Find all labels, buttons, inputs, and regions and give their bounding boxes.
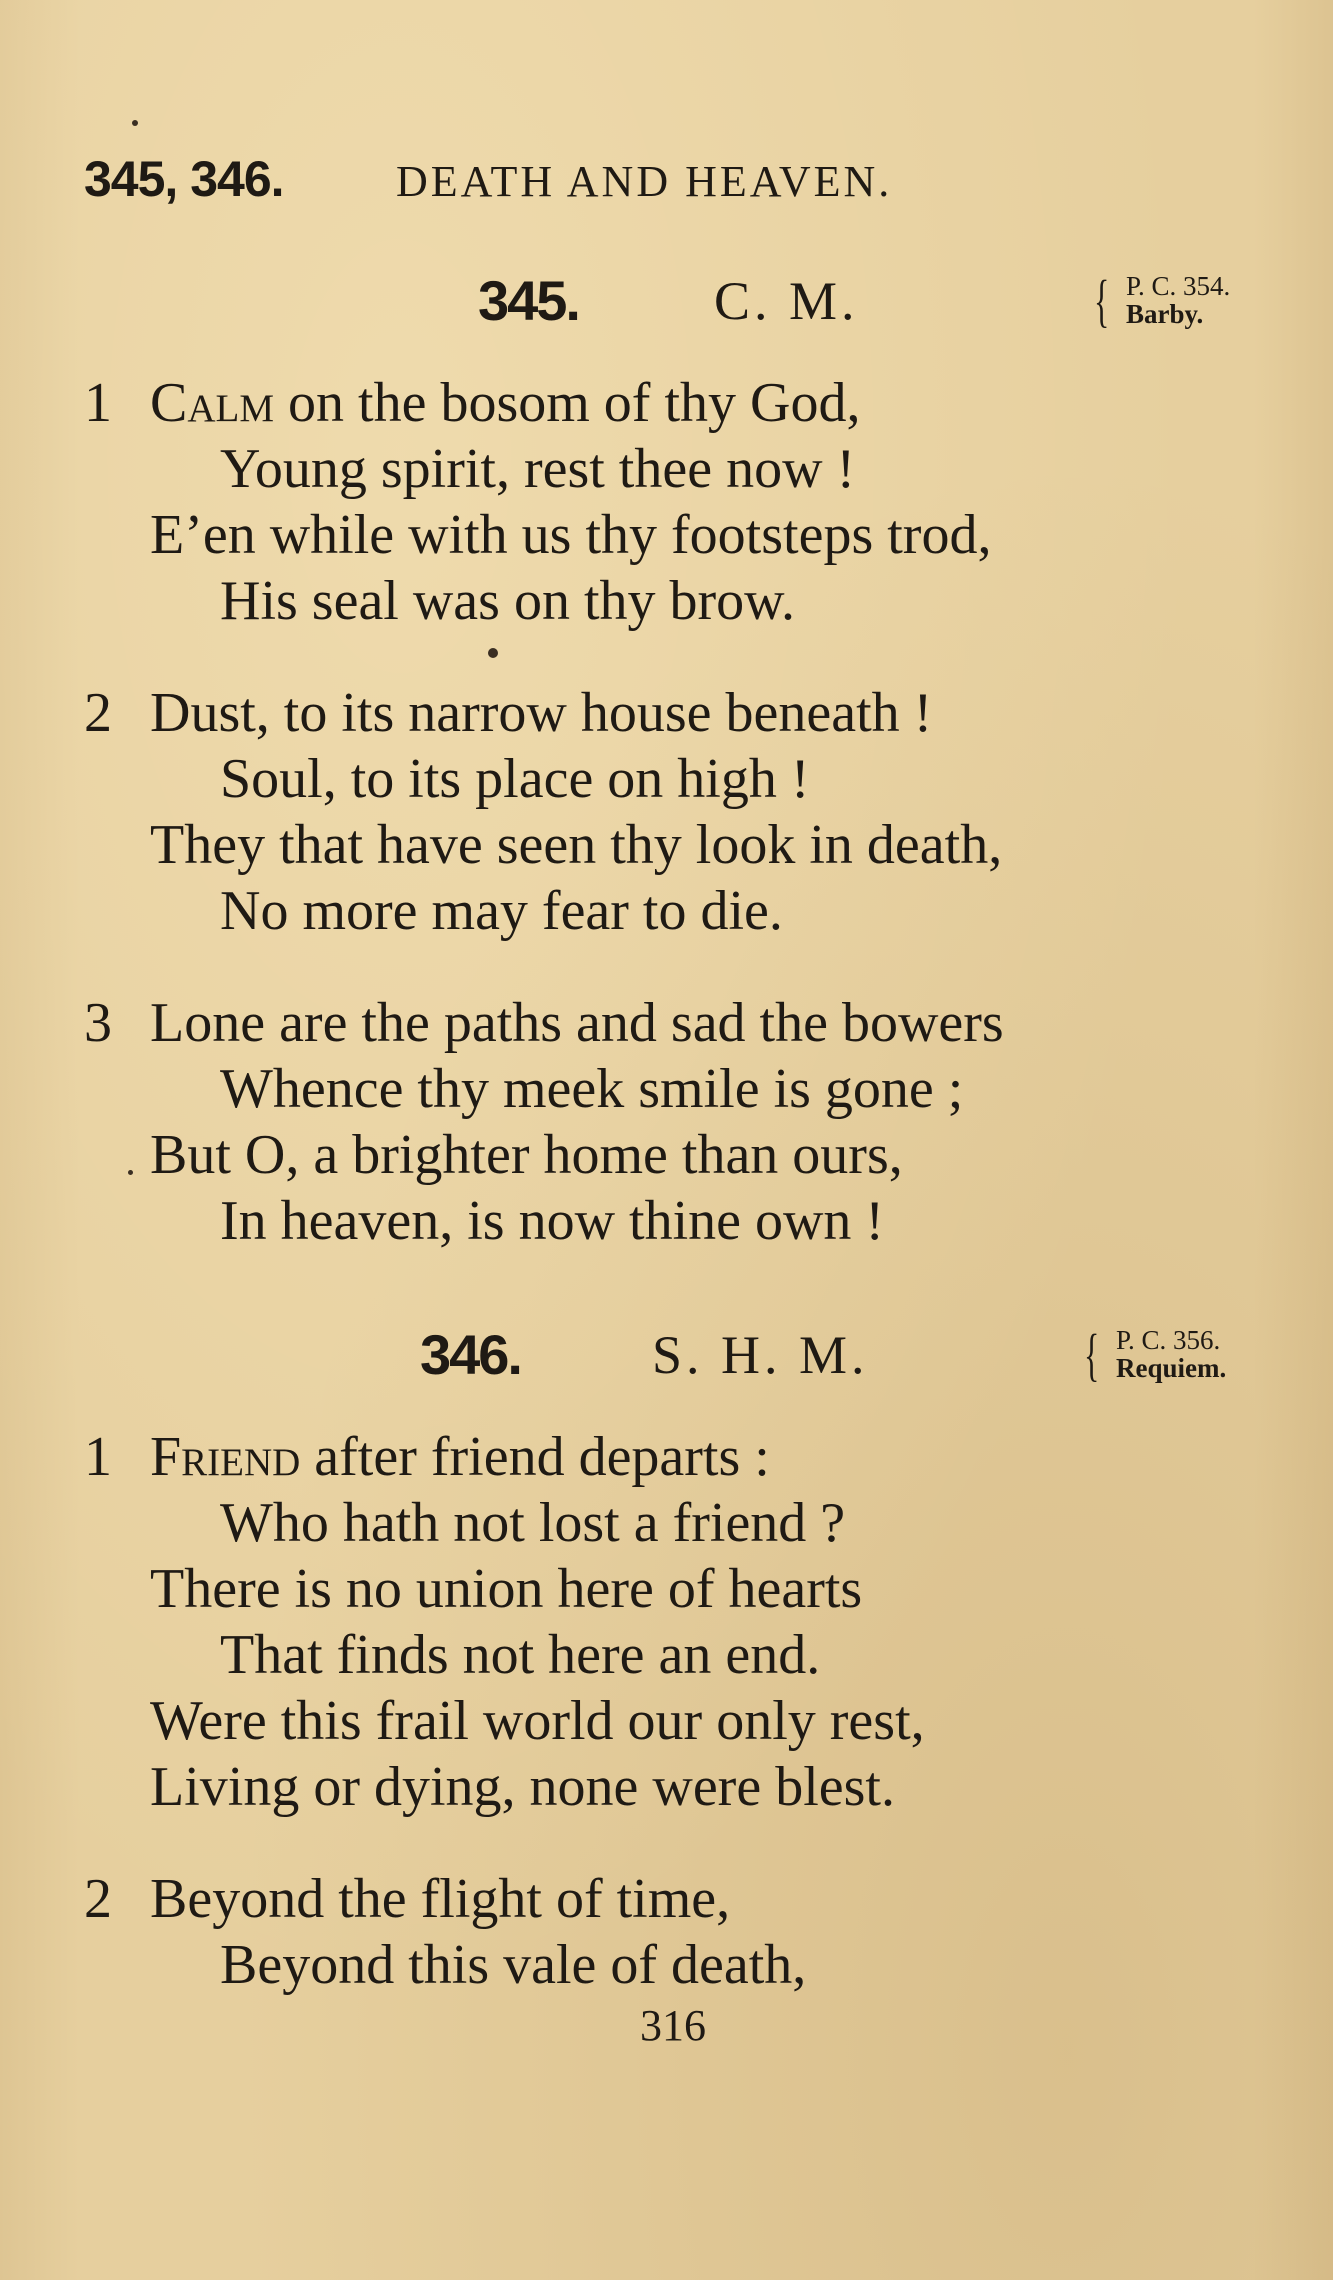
verse-line: That finds not here an end.	[220, 1624, 821, 1686]
brace-icon: {	[1094, 268, 1110, 333]
hymn-345-header	[0, 268, 1333, 348]
verse-line: There is no union here of hearts	[150, 1558, 863, 1620]
verse-line-rest: after friend departs :	[300, 1426, 770, 1488]
verse-line: Were this frail world our only rest,	[150, 1690, 925, 1752]
verse-line: Whence thy meek smile is gone ;	[220, 1058, 964, 1120]
verse-number: 3	[84, 992, 112, 1054]
hymn-346-header	[0, 1322, 1333, 1402]
hymn-number: 346.	[420, 1323, 521, 1386]
verse-initial-word: Calm	[150, 372, 275, 434]
verse-line	[150, 370, 860, 436]
print-speck	[488, 648, 498, 658]
verse-line: Soul, to its place on high !	[220, 748, 810, 810]
verse-line: Lone are the paths and sad the bowers	[150, 992, 1004, 1054]
tune-reference	[1116, 1326, 1226, 1382]
running-head	[84, 150, 1264, 214]
verse-line-rest: on the bosom of thy God,	[274, 372, 861, 434]
verse-initial-word: Friend	[150, 1426, 301, 1488]
running-head-hymn-numbers: 345, 346.	[84, 151, 284, 207]
verse-line: Dust, to its narrow house beneath !	[150, 682, 933, 744]
verse-line	[150, 1424, 770, 1490]
verse-line: Living or dying, none were blest.	[150, 1756, 895, 1818]
verse-line: Beyond the flight of time,	[150, 1868, 731, 1930]
hymn-number: 345.	[478, 269, 579, 332]
print-speck	[132, 120, 138, 126]
verse-number: 1	[84, 372, 112, 434]
verse-line: But O, a brighter home than ours,	[150, 1124, 903, 1186]
verse-number: 2	[84, 1868, 112, 1930]
hymn-meter: S. H. M.	[652, 1325, 869, 1385]
verse-number: 2	[84, 682, 112, 744]
tune-page-reference: P. C. 354.	[1126, 271, 1231, 301]
tune-reference	[1126, 272, 1230, 328]
verse-line: No more may fear to die.	[220, 880, 783, 942]
verse-line: Who hath not lost a friend ?	[220, 1492, 846, 1554]
verse-number: 1	[84, 1426, 112, 1488]
verse-line: They that have seen thy look in death,	[150, 814, 1003, 876]
running-head-title: DEATH AND HEAVEN.	[396, 157, 893, 206]
print-speck	[128, 1170, 133, 1175]
page-number: 316	[640, 2001, 706, 2050]
verse-line: Young spirit, rest thee now !	[220, 438, 856, 500]
verse-line: Beyond this vale of death,	[220, 1934, 807, 1996]
tune-name: Barby.	[1126, 299, 1204, 329]
verse-line: His seal was on thy brow.	[220, 570, 795, 632]
tune-page-reference: P. C. 356.	[1116, 1325, 1221, 1355]
hymn-meter: C. M.	[714, 271, 859, 331]
verse-line: In heaven, is now thine own !	[220, 1190, 885, 1252]
tune-name: Requiem.	[1116, 1353, 1227, 1383]
verse-line: E’en while with us thy footsteps trod,	[150, 504, 992, 566]
brace-icon: {	[1084, 1322, 1100, 1387]
